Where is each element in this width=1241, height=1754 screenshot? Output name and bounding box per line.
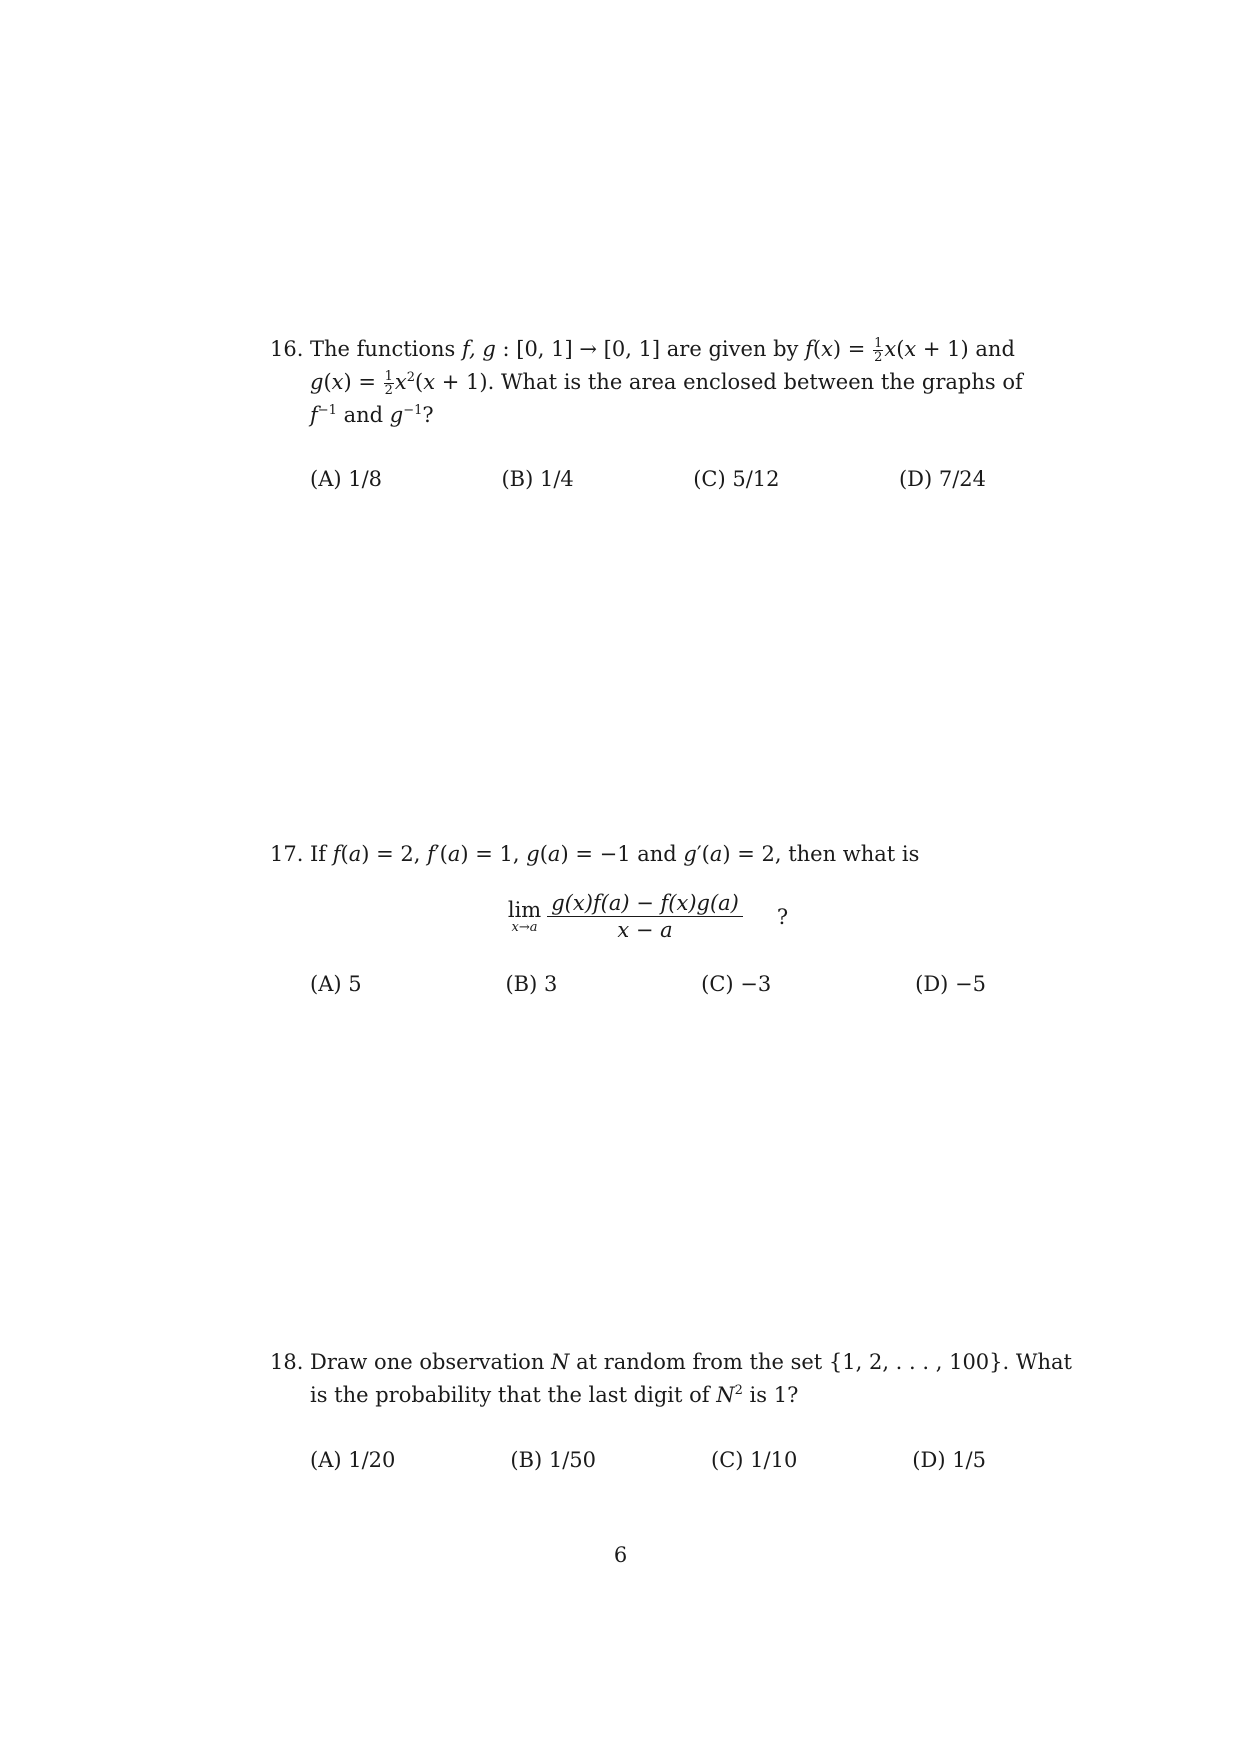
question-number: 18.: [270, 1350, 304, 1374]
question-18-line-2: is the probability that the last digit of $N^2$ is 1?: [310, 1383, 799, 1407]
limit-operator: lim x→a: [507, 897, 542, 935]
question-18-line-1: Draw one observation N at random from the set {1, 2, . . . , 100}. What: [310, 1350, 1072, 1374]
option-c: (C) 5/12: [693, 467, 780, 491]
option-d: (D) −5: [915, 972, 986, 996]
option-d: (D) 7/24: [898, 467, 986, 491]
question-number: 17.: [270, 842, 304, 866]
question-16-line-3: $f^{-1}$ and $g^{-1}$?: [310, 403, 434, 427]
option-a: (A) 5: [310, 972, 362, 996]
page-number: 6: [613, 1543, 628, 1567]
question-16-line-1: The functions f, g : [0, 1] → [0, 1] are given by f(x) = $\frac{1}{2}$ x(x + 1) and: [310, 336, 1015, 365]
option-b: (B) 3: [505, 972, 558, 996]
option-b: (B) 1/50: [510, 1448, 597, 1472]
option-a: (A) 1/8: [310, 467, 383, 491]
fraction-one-half: $\frac{1}{2}$: [384, 369, 393, 398]
option-c: (C) 1/10: [711, 1448, 798, 1472]
question-17: [270, 838, 986, 996]
question-number: 16.: [270, 337, 304, 361]
limit-expression: lim x→a $\frac{g(x)f(a) - f(x)g(a)}{x - a}$ ?: [507, 891, 789, 942]
option-c: (C) −3: [701, 972, 772, 996]
question-16-text: [270, 333, 1023, 432]
question-18: [270, 1346, 1072, 1472]
option-b: (B) 1/4: [501, 467, 574, 491]
fraction-one-half: $\frac{1}{2}$: [874, 336, 883, 365]
question-16: [270, 333, 1023, 491]
option-a: (A) 1/20: [310, 1448, 396, 1472]
option-d: (D) 1/5: [912, 1448, 986, 1472]
question-16-options: [310, 465, 986, 493]
limit-fraction: $\frac{g(x)f(a) - f(x)g(a)}{x - a}$: [547, 890, 743, 943]
question-17-text: [270, 838, 986, 871]
question-18-options: [310, 1446, 986, 1474]
question-17-line-1: If f(a) = 2, f′(a) = 1, g(a) = −1 and g′(a) = 2, then what is: [310, 842, 920, 866]
question-16-line-2: g(x) = $\frac{1}{2}$ $x^2(x + 1)$. What is the area enclosed between the graphs of: [310, 369, 1023, 398]
question-17-options: [310, 970, 986, 998]
question-18-text: [270, 1346, 1072, 1412]
